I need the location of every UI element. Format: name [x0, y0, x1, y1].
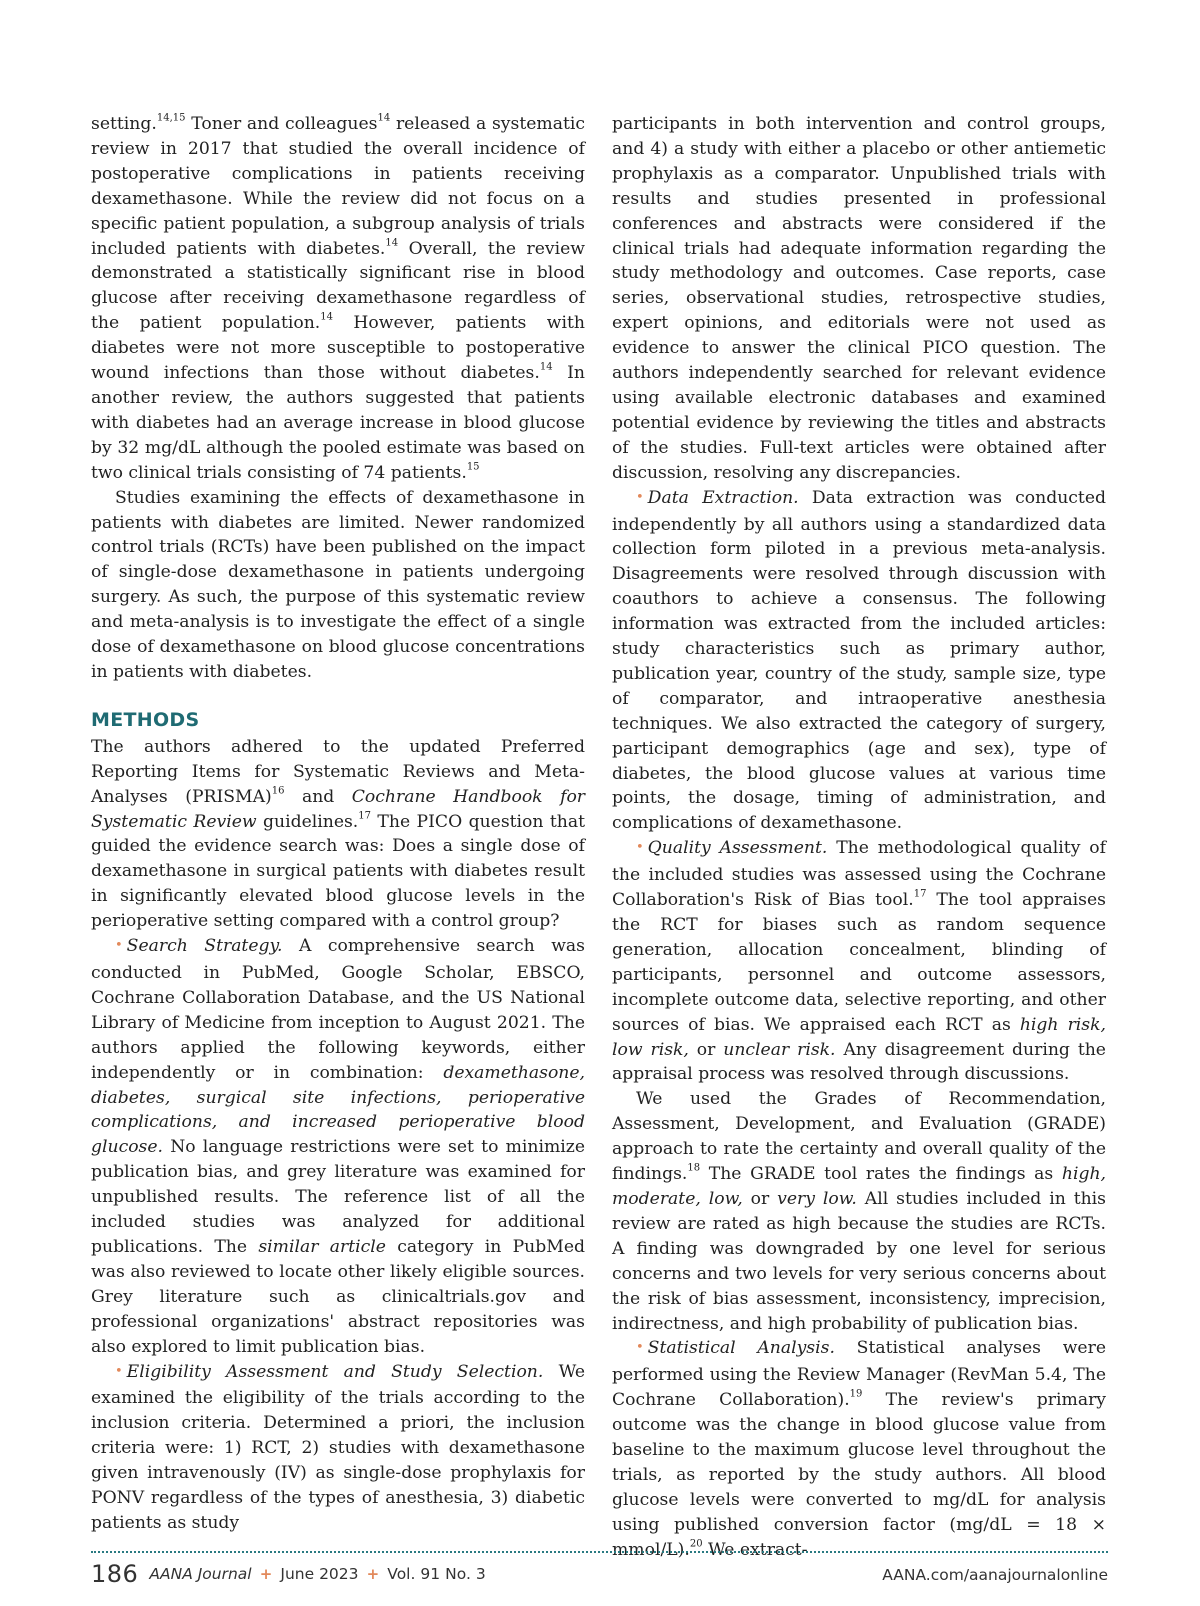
data-extraction-heading: Data Extraction.	[647, 487, 799, 508]
methods-heading: METHODS	[91, 708, 200, 731]
eligibility-heading: Eligibility Assessment and Study Selection.	[126, 1361, 544, 1382]
search-strategy-heading: Search Strategy.	[126, 936, 283, 957]
right-column	[612, 112, 1106, 1563]
eligibility-continued-paragraph: participants in both intervention and control groups, and 4) a study with either a placebo or other antiemetic prophylaxis as a comparator. Unpublished trials with results and studies presented in professional conferences and abstracts were considered if the clinical trials had adequate information regarding the study methodology and outcomes. Case reports, case series, observational studies, retrospective studies, expert opinions, and editorials were not used as evidence to answer the clinical PICO question. The authors independently searched for relevant evidence using available electronic databases and examined potential evidence by reviewing the titles and abstracts of the studies. Full-text articles were obtained after discussion, resolving any discrepancies.	[612, 114, 1106, 483]
bullet-icon: •	[115, 1363, 123, 1379]
bullet-icon: •	[115, 938, 123, 954]
journal-name: AANA Journal	[149, 1565, 252, 1583]
eligibility-paragraph: • Eligibility Assessment and Study Selection. We examined the eligibility of the trials according to the inclusion criteria. Determined a priori, the inclusion criteria were: 1) RCT, 2) studies with dexamethasone given intravenously (IV) as single-dose prophylaxis for PONV regardless of the types of anesthesia, 3) diabetic patients as study	[91, 1361, 586, 1533]
left-column	[91, 112, 585, 1536]
search-strategy-paragraph: • Search Strategy. A comprehensive search was conducted in PubMed, Google Scholar, EBSCO, Cochrane Collaboration Database, and the US National Library of Medicine from inception to August 2021. The authors applied the following keywords, either independently or in combination: dexamethasone, diabetes, surgical site infections, perioperative complications, and increased perioperative blood glucose. No language restrictions were set to minimize publication bias, and grey literature was examined for unpublished results. The reference list of all the included studies was analyzed for additional publications. The similar article category in PubMed was also reviewed to locate other likely eligible sources. Grey literature such as clinicaltrials.gov and professional organizations' abstract repositories was also explored to limit publication bias.	[91, 936, 586, 1357]
bullet-icon: •	[636, 489, 644, 505]
methods-paragraph: The authors adhered to the updated Preferred Reporting Items for Systematic Reviews and Meta-Analyses (PRISMA)$^{16}$ and Cochrane Handbook for Systematic Review guidelines.$^{17}$ The PICO question that guided the evidence search was: Does a single dose of dexamethasone in surgical patients with diabetes result in significantly elevated blood glucose levels in the perioperative setting compared with a control group?	[91, 736, 586, 932]
issue-date: June 2023	[280, 1565, 359, 1583]
intro-paragraph: setting.$^{14,15}$ Toner and colleagues$^{14}$ released a systematic review in 2017 that studied the overall incidence of postoperative complications in patients receiving dexamethasone. While the review did not focus on a specific patient population, a subgroup analysis of trials included patients with diabetes.$^{14}$ Overall, the review demonstrated a statistically significant rise in blood glucose after receiving dexamethasone regardless of the patient population.$^{14}$ However, patients with diabetes were not more susceptible to postoperative wound infections than those without diabetes.$^{14}$ In another review, the authors suggested that patients with diabetes had an average increase in blood glucose by 32 mg/dL although the pooled estimate was based on two clinical trials consisting of 74 patients.$^{15}$	[91, 112, 585, 483]
issue-number: No. 3	[445, 1565, 486, 1583]
statistical-analysis-heading: Statistical Analysis.	[647, 1338, 835, 1359]
page-footer	[91, 1560, 1108, 1592]
data-extraction-paragraph: • Data Extraction. Data extraction was conducted independently by all authors using a standardized data collection form piloted in a previous meta-analysis. Disagreements were resolved through discussion with coauthors to achieve a consensus. The following information was extracted from the included articles: study characteristics such as primary author, publication year, country of the study, sample size, type of comparator, and intraoperative anesthesia techniques. We also extracted the category of surgery, participant demographics (age and sex), type of diabetes, the blood glucose values at various time points, the dosage, timing of administration, and complications of dexamethasone.	[612, 487, 1106, 834]
bullet-icon: •	[636, 1340, 644, 1356]
statistical-analysis-paragraph: • Statistical Analysis. Statistical analyses were performed using the Review Manager (RevMan 5.4, The Cochrane Collaboration).$^{19}$ The review's primary outcome was the change in blood glucose value from baseline to the maximum glucose level throughout the trials, as reported by the study authors. All blood glucose levels were converted to mg/dL for analysis using published conversion factor (mg/dL = 18 × mmol/L).$^{20}$ We extract-	[612, 1338, 1106, 1560]
page-number: 186	[91, 1560, 139, 1588]
journal-website-link[interactable]: AANA.com/aanajournalonline	[882, 1566, 1108, 1584]
plus-separator-icon: +	[259, 1565, 273, 1583]
grade-paragraph: We used the Grades of Recommendation, Assessment, Development, and Evaluation (GRADE) approach to rate the certainty and overall quality of the findings.$^{18}$ The GRADE tool rates the findings as high, moderate, low, or very low. All studies included in this review are rated as high because the studies are RCTs. A finding was downgraded by one level for serious concerns and two levels for very serious concerns about the risk of bias assessment, inconsistency, imprecision, indirectness, and high probability of publication bias.	[612, 1089, 1106, 1334]
quality-assessment-heading: Quality Assessment.	[647, 838, 828, 859]
footer-dotted-rule	[91, 1551, 1108, 1553]
purpose-paragraph: Studies examining the effects of dexamethasone in patients with diabetes are limited. Newer randomized control trials (RCTs) have been published on the impact of single-dose dexamethasone in patients undergoing surgery. As such, the purpose of this systematic review and meta-analysis is to investigate the effect of a single dose of dexamethasone on blood glucose concentrations in patients with diabetes.	[91, 487, 585, 682]
volume: Vol. 91	[387, 1565, 441, 1583]
quality-assessment-paragraph: • Quality Assessment. The methodological quality of the included studies was assessed using the Cochrane Collaboration's Risk of Bias tool.$^{17}$ The tool appraises the RCT for biases such as random sequence generation, allocation concealment, blinding of participants, personnel and outcome assessors, incomplete outcome data, selective reporting, and other sources of bias. We appraised each RCT as high risk, low risk, or unclear risk. Any disagreement during the appraisal process was resolved through discussions.	[612, 838, 1106, 1085]
plus-separator-icon: +	[366, 1565, 380, 1583]
bullet-icon: •	[636, 840, 644, 856]
